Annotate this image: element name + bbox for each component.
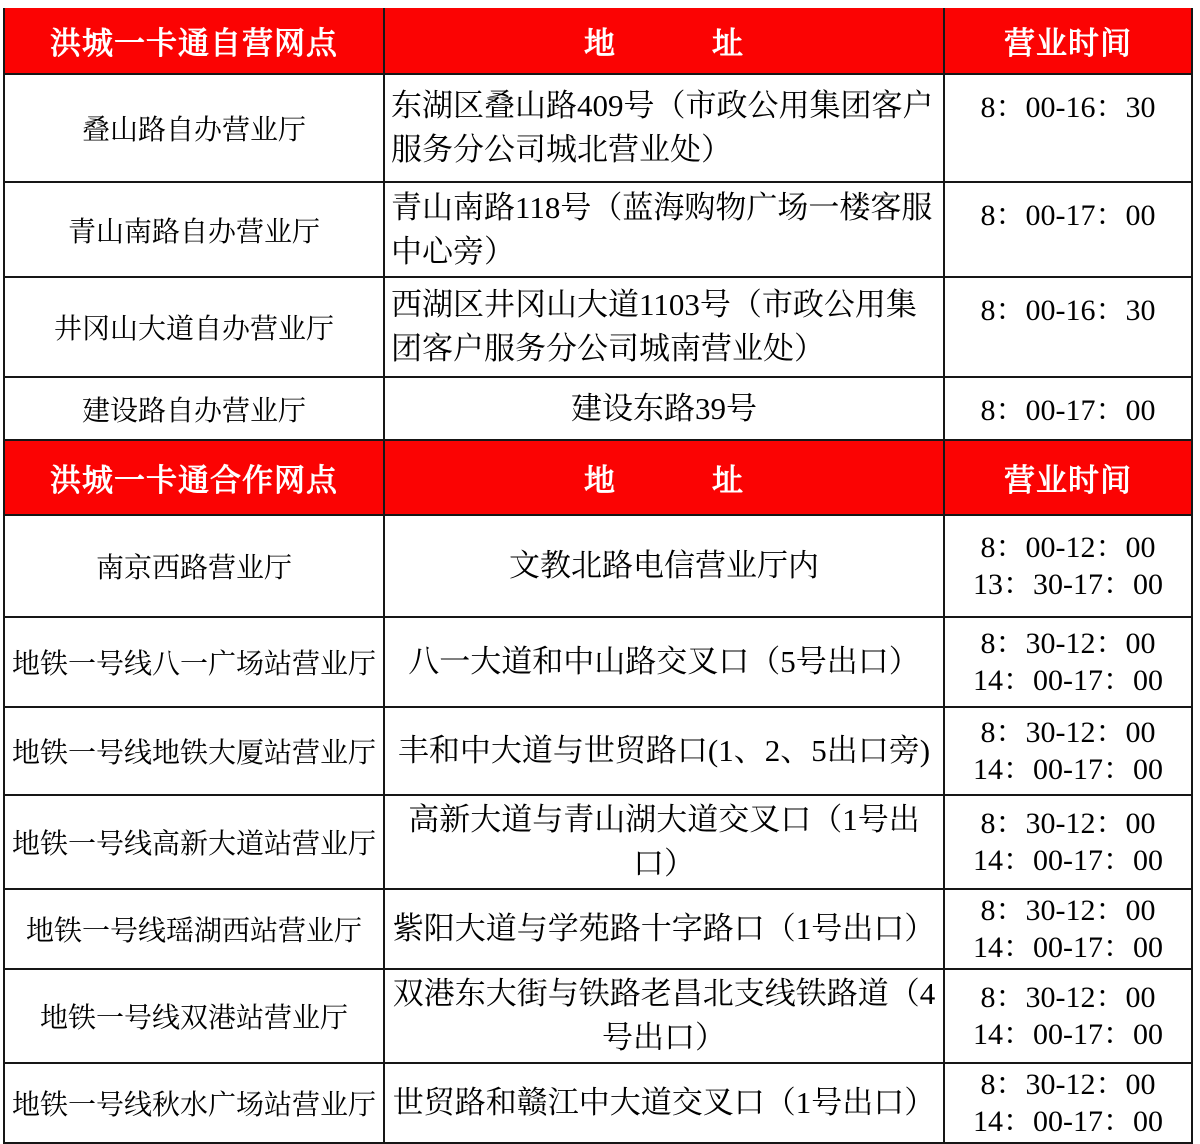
outlet-address-cell: 丰和中大道与世贸路口(1、2、5出口旁) — [384, 707, 944, 795]
outlet-address-cell: 青山南路118号（蓝海购物广场一楼客服中心旁） — [384, 182, 944, 277]
outlet-address-cell: 八一大道和中山路交叉口（5号出口） — [384, 617, 944, 707]
outlet-address-cell: 高新大道与青山湖大道交叉口（1号出口） — [384, 795, 944, 889]
outlet-name-cell: 井冈山大道自办营业厅 — [4, 277, 384, 377]
outlet-name-cell: 建设路自办营业厅 — [4, 377, 384, 440]
outlet-address-cell: 紫阳大道与学苑路十字路口（1号出口） — [384, 889, 944, 969]
hours-line: 8：30-12：00 — [980, 894, 1156, 927]
hours-line: 8：30-12：00 — [980, 716, 1156, 749]
outlet-row — [4, 182, 1192, 277]
hours-line: 8：30-12：00 — [980, 807, 1156, 840]
outlet-row — [4, 377, 1192, 440]
outlet-hours-cell — [944, 277, 1192, 377]
hours-line: 14：00-17：00 — [973, 1018, 1163, 1051]
hours-line: 14：00-17：00 — [973, 664, 1163, 697]
outlet-hours-cell — [944, 515, 1192, 617]
outlet-name-cell: 青山南路自办营业厅 — [4, 182, 384, 277]
outlet-name-cell: 地铁一号线秋水广场站营业厅 — [4, 1063, 384, 1143]
outlet-hours-cell — [944, 795, 1192, 889]
outlet-address-cell: 世贸路和赣江中大道交叉口（1号出口） — [384, 1063, 944, 1143]
outlet-hours-cell — [944, 617, 1192, 707]
outlet-hours-cell — [944, 889, 1192, 969]
outlet-row — [4, 889, 1192, 969]
section-header-row — [4, 440, 1192, 515]
outlet-name-cell: 地铁一号线八一广场站营业厅 — [4, 617, 384, 707]
section-header-hours-cell: 营业时间 — [944, 440, 1192, 515]
section-header-row — [4, 8, 1192, 74]
outlet-hours-cell — [944, 1063, 1192, 1143]
hours-line: 8：00-16：30 — [980, 294, 1156, 327]
outlet-name-cell: 南京西路营业厅 — [4, 515, 384, 617]
outlet-row — [4, 707, 1192, 795]
hours-line: 14：00-17：00 — [973, 1105, 1163, 1138]
section-header-outlets-cell: 洪城一卡通自营网点 — [4, 8, 384, 74]
outlet-address-cell: 西湖区井冈山大道1103号（市政公用集团客户服务分公司城南营业处） — [384, 277, 944, 377]
section-header-address-cell: 地 址 — [384, 8, 944, 74]
hours-line: 8：30-12：00 — [980, 1068, 1156, 1101]
hours-line: 8：00-16：30 — [980, 91, 1156, 124]
outlet-row — [4, 969, 1192, 1063]
outlet-row — [4, 74, 1192, 182]
outlet-name-cell: 地铁一号线双港站营业厅 — [4, 969, 384, 1063]
outlet-hours-cell — [944, 74, 1192, 182]
outlet-address-cell: 建设东路39号 — [384, 377, 944, 440]
hours-line: 8：00-12：00 — [980, 531, 1156, 564]
hours-line: 13：30-17：00 — [973, 568, 1163, 601]
hours-line: 8：30-12：00 — [980, 981, 1156, 1014]
outlet-row — [4, 795, 1192, 889]
outlet-hours-cell — [944, 969, 1192, 1063]
outlet-address-cell: 双港东大街与铁路老昌北支线铁路道（4号出口） — [384, 969, 944, 1063]
outlet-name-cell: 地铁一号线瑶湖西站营业厅 — [4, 889, 384, 969]
outlet-row — [4, 277, 1192, 377]
outlet-hours-cell — [944, 182, 1192, 277]
outlet-row — [4, 515, 1192, 617]
section-header-hours-cell: 营业时间 — [944, 8, 1192, 74]
outlet-name-cell: 叠山路自办营业厅 — [4, 74, 384, 182]
outlet-address-cell: 文教北路电信营业厅内 — [384, 515, 944, 617]
outlet-name-cell: 地铁一号线高新大道站营业厅 — [4, 795, 384, 889]
outlets-table-body — [4, 8, 1192, 1143]
outlets-table — [3, 8, 1193, 1144]
hours-line: 8：00-17：00 — [980, 199, 1156, 232]
section-header-address-cell: 地 址 — [384, 440, 944, 515]
hours-line: 8：30-12：00 — [980, 627, 1156, 660]
section-header-outlets-cell: 洪城一卡通合作网点 — [4, 440, 384, 515]
hours-line: 14：00-17：00 — [973, 931, 1163, 964]
outlet-hours-cell — [944, 707, 1192, 795]
outlet-name-cell: 地铁一号线地铁大厦站营业厅 — [4, 707, 384, 795]
outlet-hours-cell — [944, 377, 1192, 440]
hours-line: 14：00-17：00 — [973, 844, 1163, 877]
hours-line: 8：00-17：00 — [980, 394, 1156, 427]
hours-line: 14：00-17：00 — [973, 753, 1163, 786]
outlet-row — [4, 617, 1192, 707]
outlet-row — [4, 1063, 1192, 1143]
outlet-address-cell: 东湖区叠山路409号（市政公用集团客户服务分公司城北营业处） — [384, 74, 944, 182]
